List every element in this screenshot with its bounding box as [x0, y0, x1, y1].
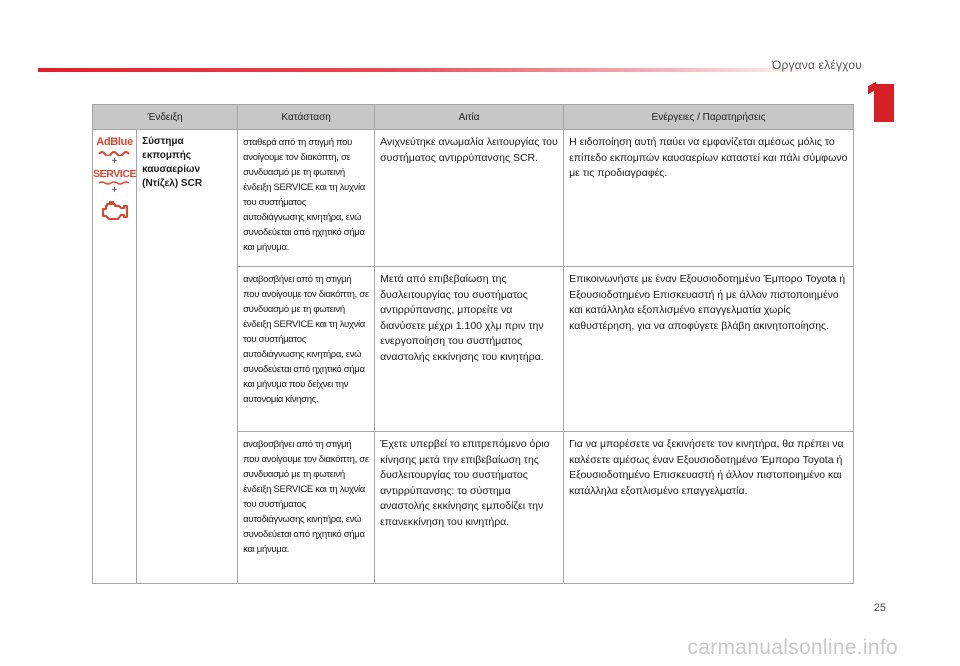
- service-label: SERVICE: [93, 168, 137, 180]
- condition-text: αναβοσβήνει από τη στιγμή που ανοίγουμε τον διακόπτη, σε συνδυασμό με τη φωτεινή ένδειξη SERVICE και τη λυχνία του συστήματος αυτοδιάγνωσης κινητήρα, ενώ συνοδεύεται από ηχητικό σήμα και μήνυμα.: [243, 439, 369, 555]
- watermark[interactable]: carmanualsonline.info: [687, 636, 898, 659]
- action-cell: [564, 267, 854, 432]
- system-cell: [137, 130, 238, 584]
- chapter-marker: [874, 84, 894, 122]
- warning-indicator-table: [92, 104, 854, 584]
- system-label: Σύστημα εκπομπής καυσαερίων (Ντίζελ) SCR: [142, 136, 203, 189]
- condition-text: αναβοσβήνει από τη στιγμή που ανοίγουμε τον διακόπτη, σε συνδυασμό με τη φωτεινή ένδειξη SERVICE και τη λυχνία του συστήματος αυτοδιάγνωσης κινητήρα, ενώ συνοδεύεται από ηχητικό σήμα και μήνυμα που δείχνει την αυτονομία κίνησης.: [243, 274, 369, 405]
- condition-text: σταθερά από τη στιγμή που ανοίγουμε τον διακόπτη, σε συνδυασμό με τη φωτεινή ένδειξη SERVICE και τη λυχνία του συστήματος αυτοδιάγνωσης κινητήρα, ενώ συνοδεύεται από ηχητικό σήμα και μήνυμα.: [243, 137, 365, 253]
- condition-cell: [238, 267, 375, 432]
- header-accent-bar: [38, 68, 828, 72]
- page-number: 25: [873, 602, 886, 614]
- plus-sign: +: [111, 185, 118, 196]
- action-cell: [564, 130, 854, 267]
- header-actions: Ενέργειες / Παρατηρήσεις: [564, 105, 854, 130]
- action-cell: [564, 432, 854, 584]
- adblue-label: AdBlue: [96, 136, 133, 148]
- cause-text: Ανιχνεύτηκε ανωμαλία λειτουργίας του συστήματος αντιρρύπανσης SCR.: [380, 136, 558, 164]
- condition-cell: [238, 130, 375, 267]
- cause-cell: [375, 130, 564, 267]
- plus-sign: +: [111, 156, 118, 167]
- table-row: [93, 130, 854, 267]
- header-condition: Κατάσταση: [238, 105, 375, 130]
- cause-text: Μετά από επιβεβαίωση της δυσλειτουργίας του συστήματος αντιρρύπανσης, μπορείτε να διανύσετε μέχρι 1.100 χλμ πριν την ενεργοποίηση του συστήματος αναστολής εκκίνησης του κινητήρα.: [380, 273, 544, 363]
- adblue-wave-icon: [98, 149, 132, 156]
- section-title: Όργανα ελέγχου: [771, 58, 862, 72]
- action-text: Η ειδοποίηση αυτή παύει να εμφανίζεται αμέσως μόλις το επίπεδο εκπομπών καυσαερίων καταστεί και πάλι σύμφωνο με τις προδιαγραφές.: [569, 136, 848, 179]
- header-cause: Αιτία: [375, 105, 564, 130]
- action-text: Για να μπορέσετε να ξεκινήσετε τον κινητήρα, θα πρέπει να καλέσετε αμέσως έναν Εξουσιοδοτημένο Έμπορο Toyota ή Εξουσιοδοτημένο Επισκευαστή ή άλλον πιστοποιημένο και κατάλληλα εξοπλισμένο επαγγελματία.: [569, 438, 844, 497]
- condition-cell: [238, 432, 375, 584]
- cause-text: Έχετε υπερβεί το επιτρεπόμενο όριο κίνησης μετά την επιβεβαίωση της δυσλειτουργίας του συστήματος αντιρρύπανσης: το σύστημα αναστολής εκκίνησης εμποδίζει την επανεκκίνηση του κινητήρα.: [380, 438, 550, 528]
- cause-cell: [375, 432, 564, 584]
- header-indicator: Ένδειξη: [93, 105, 238, 130]
- table-header-row: [93, 105, 854, 130]
- cause-cell: [375, 267, 564, 432]
- action-text: Επικοινωνήστε με έναν Εξουσιοδοτημένο Έμπορο Toyota ή Εξουσιοδοτημένο Επισκευαστή ή με άλλον πιστοποιημένο και κατάλληλα εξοπλισμένο επαγγελματία χωρίς καθυστέρηση, για να αποφύγετε βλάβη ακινητοποίησης.: [569, 273, 846, 332]
- indicator-cell: [93, 130, 137, 584]
- engine-check-icon: [100, 200, 130, 222]
